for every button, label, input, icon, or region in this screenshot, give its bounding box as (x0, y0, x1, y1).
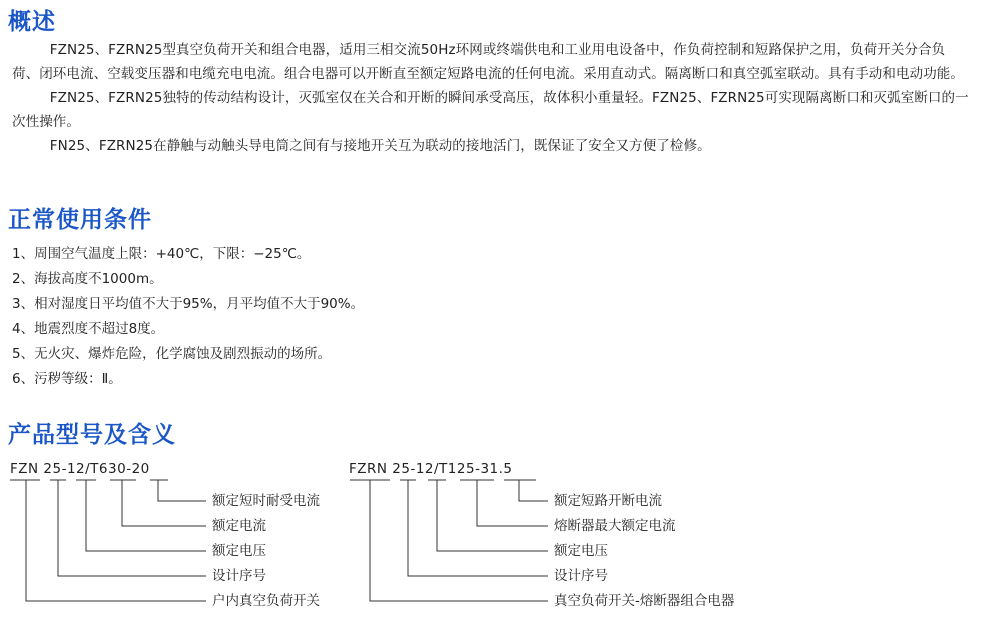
fzrn-label-design-serial: 设计序号 (554, 568, 608, 584)
condition-item: 4、地震烈度不超过8度。 (12, 321, 165, 337)
fzn-label-short-time-current: 额定短时耐受电流 (212, 493, 320, 509)
condition-item: 5、无火灾、爆炸危险，化学腐蚀及剧烈振动的场所。 (12, 346, 332, 362)
fzn-label-rated-current: 额定电流 (212, 518, 266, 534)
model-code-fzrn: FZRN 25-12/T125-31.5 (349, 461, 513, 477)
fzrn-label-product-type: 真空负荷开关-熔断器组合电器 (554, 593, 735, 609)
model-heading: 产品型号及含义 (8, 422, 176, 448)
condition-item: 3、相对湿度日平均值不大于95%，月平均值不大于90%。 (12, 296, 365, 312)
fzrn-label-breaking-current: 额定短路开断电流 (554, 493, 662, 509)
fzn-label-product-type: 户内真空负荷开关 (212, 593, 320, 609)
condition-item: 6、污秽等级：Ⅱ。 (12, 371, 122, 387)
conditions-heading: 正常使用条件 (8, 207, 152, 233)
fzrn-label-rated-voltage: 额定电压 (554, 543, 608, 559)
overview-paragraph: FZN25、FZRN25独特的传动结构设计，灭弧室仅在关合和开断的瞬间承受高压，故体积小重量轻。FZN25、FZRN25可实现隔离断口和灭弧室断口的一次性操作。 (12, 90, 969, 130)
model-code-fzn: FZN 25-12/T630-20 (10, 461, 150, 477)
fzn-label-design-serial: 设计序号 (212, 568, 266, 584)
overview-heading: 概述 (8, 9, 56, 35)
condition-item: 1、周围空气温度上限：+40℃，下限：−25℃。 (12, 246, 311, 262)
overview-paragraph: FZN25、FZRN25型真空负荷开关和组合电器，适用三相交流50Hz环网或终端供电和工业用电设备中，作负荷控制和短路保护之用，负荷开关分合负荷、闭环电流、空载变压器和电缆充电电流。组合电器可以开断直至额定短路电流的任何电流。采用直动式。隔离断口和真空弧室联动。具有手动和电动功能。 (12, 42, 964, 82)
fzrn-label-fuse-max-current: 熔断器最大额定电流 (554, 518, 676, 534)
overview-paragraph: FN25、FZRN25在静触与动触头导电筒之间有与接地开关互为联动的接地活门，既保证了安全又方便了检修。 (49, 138, 711, 154)
fzn-label-rated-voltage: 额定电压 (212, 543, 266, 559)
condition-item: 2、海拔高度不1000m。 (12, 271, 163, 287)
